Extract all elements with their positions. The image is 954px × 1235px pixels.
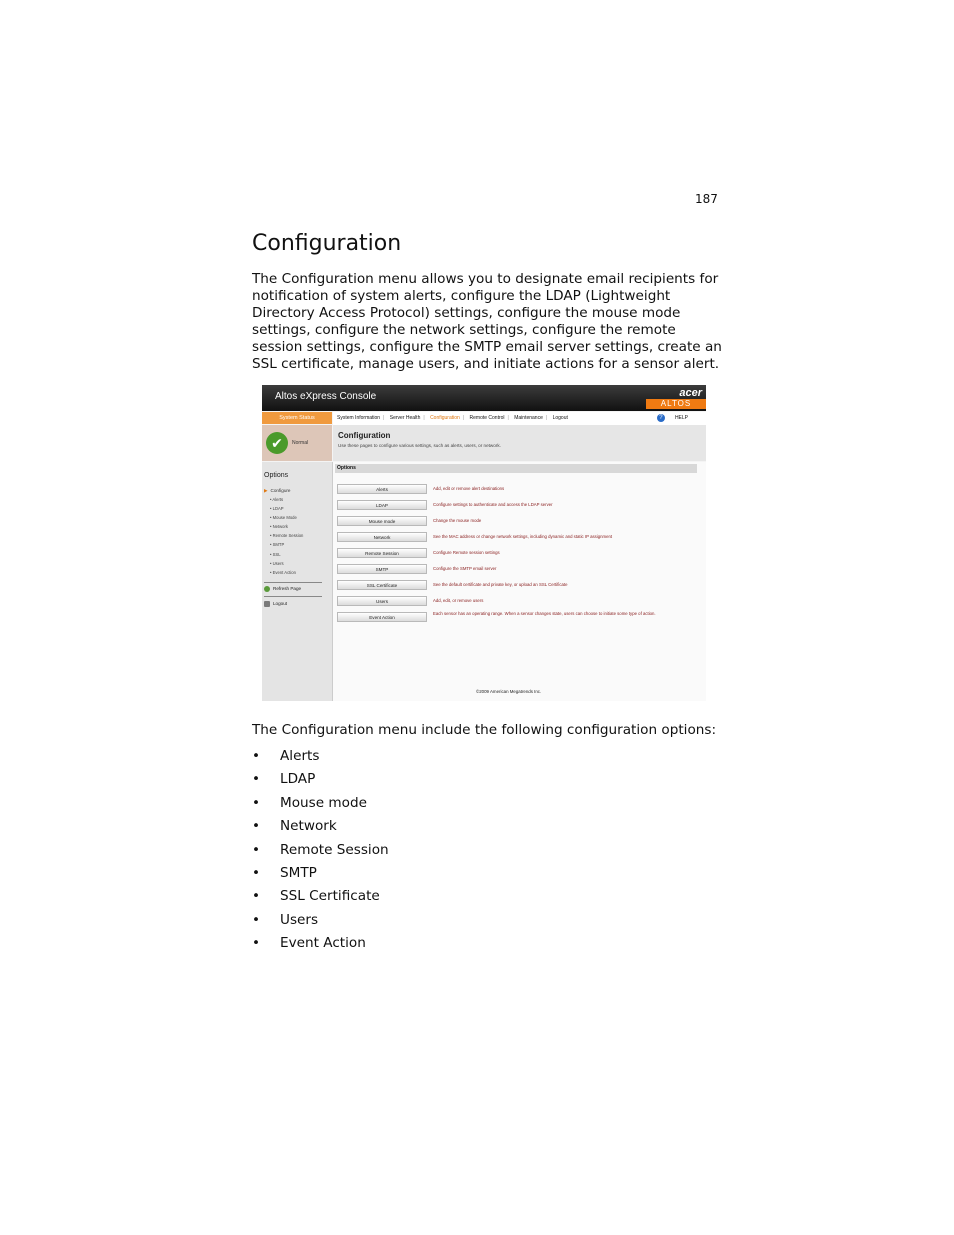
help-label[interactable]: HELP	[674, 415, 688, 421]
list-item	[252, 816, 389, 839]
check-icon: ✔	[266, 432, 288, 454]
bullet-icon: •	[252, 841, 261, 858]
users-description: Add, edit, or remove users	[433, 598, 484, 603]
sidebar-item-network[interactable]: • Network	[270, 524, 288, 530]
ssl-certificate-button[interactable]: SSL Certificate	[337, 580, 427, 590]
list-item	[252, 840, 389, 863]
copyright-notice: ©2009 American Megatrends Inc.	[476, 689, 542, 694]
console-page-title: Configuration	[338, 431, 391, 440]
system-status-panel	[262, 425, 332, 461]
list-item-text: Event Action	[280, 935, 366, 952]
network-description: See the MAC address or change network settings, including dynamic and static IP assignment	[433, 534, 613, 539]
nav-separator: |	[507, 415, 509, 421]
console-titlebar	[262, 385, 706, 411]
nav-configuration[interactable]: Configuration	[430, 415, 460, 421]
sidebar-subitems	[270, 495, 303, 577]
bullet-icon: •	[252, 911, 261, 928]
bullet-icon: •	[252, 794, 261, 811]
intro-paragraph: The Configuration menu allows you to designate email recipients for notification of system alerts, configure the LDAP (Lightweight Directory Access Protocol) settings, configure the mouse mode settings, configure the network settings, configure the remote session settings, configure the SMTP email server settings, create an SSL certificate, manage users, and initiate actions for a sensor alert.	[252, 271, 722, 372]
list-item-text: SMTP	[280, 864, 317, 881]
sidebar-item-configure[interactable]	[264, 488, 290, 494]
alerts-button[interactable]: Alerts	[337, 484, 427, 494]
console-page-description: Use these pages to configure various settings, such as alerts, users, or network.	[338, 443, 501, 448]
list-item-text: Mouse mode	[280, 794, 367, 811]
sidebar-item-ldap[interactable]: • LDAP	[270, 506, 284, 512]
logout-icon	[264, 601, 270, 607]
nav-maintenance[interactable]: Maintenance	[514, 415, 543, 421]
bullet-icon: •	[252, 748, 261, 764]
sidebar-item-alerts[interactable]: • Alerts	[270, 497, 284, 502]
list-item	[252, 746, 389, 769]
smtp-button[interactable]: SMTP	[337, 564, 427, 574]
sidebar-configure-label: Configure	[270, 488, 291, 493]
list-item-text: Network	[280, 818, 337, 835]
console-app-title: Altos eXpress Console	[275, 391, 377, 402]
list-item-text: Remote Session	[280, 841, 389, 858]
options-sidebar	[262, 462, 333, 701]
nav-separator: |	[383, 415, 385, 421]
refresh-page-label: Refresh Page	[273, 586, 302, 592]
remote-session-description: Configure Remote session settings	[433, 550, 500, 555]
sidebar-logout-link[interactable]	[264, 601, 287, 607]
help-link[interactable]	[653, 412, 688, 425]
acer-logo: acer	[679, 387, 702, 399]
sidebar-logout-label: Logout	[273, 601, 288, 607]
page-header-panel	[333, 425, 706, 461]
sidebar-divider	[264, 582, 322, 583]
page-number: 187	[695, 192, 718, 206]
sidebar-divider	[264, 596, 322, 597]
bullet-icon: •	[252, 818, 261, 835]
sidebar-item-remote-session[interactable]: • Remote Session	[270, 533, 304, 539]
bullet-icon: •	[252, 771, 261, 788]
sidebar-item-smtp[interactable]: • SMTP	[270, 542, 285, 548]
nav-server-health[interactable]: Server Health	[389, 415, 421, 421]
refresh-icon	[264, 586, 270, 592]
altos-logo: ALTOS	[646, 399, 706, 409]
nav-separator: |	[423, 415, 425, 421]
network-button[interactable]: Network	[337, 532, 427, 542]
ssl-certificate-description: See the default certificate and private key, or upload an SSL Certificate	[433, 582, 568, 587]
list-item-text: SSL Certificate	[280, 888, 380, 905]
help-icon[interactable]: ?	[657, 414, 665, 422]
list-item-text: Alerts	[280, 748, 320, 764]
list-item	[252, 933, 389, 956]
users-button[interactable]: Users	[337, 596, 427, 606]
arrow-right-icon: ▶	[264, 488, 268, 493]
list-item	[252, 886, 389, 909]
nav-separator: |	[545, 415, 548, 421]
options-bullet-list	[252, 746, 389, 957]
options-lead-text: The Configuration menu include the following configuration options:	[252, 722, 717, 738]
nav-logout[interactable]: Logout	[552, 415, 568, 421]
list-item	[252, 863, 389, 886]
ldap-button[interactable]: LDAP	[337, 500, 427, 510]
nav-system-information[interactable]: System Information	[337, 415, 381, 421]
options-content	[333, 462, 706, 701]
list-item	[252, 910, 389, 933]
list-item-text: Users	[280, 911, 319, 928]
bullet-icon: •	[252, 888, 261, 905]
sidebar-title: Options	[264, 472, 289, 479]
sidebar-item-mouse-mode[interactable]: • Mouse Mode	[270, 515, 297, 521]
sidebar-item-event-action[interactable]: • Event Action	[270, 569, 296, 575]
mouse-mode-button[interactable]: Mouse mode	[337, 516, 427, 526]
mouse-mode-description: Change the mouse mode	[433, 518, 482, 523]
alerts-description: Add, edit or remove alert destinations	[433, 486, 505, 491]
refresh-page-link[interactable]	[264, 586, 301, 592]
nav-remote-control[interactable]: Remote Control	[469, 415, 505, 421]
top-navigation	[333, 412, 706, 425]
section-heading: Configuration	[252, 231, 402, 256]
bullet-icon: •	[252, 864, 261, 881]
status-value: Normal	[292, 440, 309, 446]
system-status-tab[interactable]: System Status	[262, 412, 332, 424]
bullet-icon: •	[252, 935, 261, 952]
sidebar-item-users[interactable]: • Users	[270, 560, 284, 566]
list-item-text: LDAP	[280, 771, 316, 788]
sidebar-item-ssl[interactable]: • SSL	[270, 551, 281, 557]
event-action-button[interactable]: Event Action	[337, 612, 427, 622]
list-item	[252, 769, 389, 792]
smtp-description: Configure the SMTP email server	[433, 566, 497, 571]
list-item	[252, 793, 389, 816]
ldap-description: Configure settings to authenticate and access the LDAP server	[433, 502, 553, 507]
options-header-bar: Options	[335, 464, 697, 473]
remote-session-button[interactable]: Remote Session	[337, 548, 427, 558]
event-action-description: Each sensor has an operating range. When a sensor changes state, users can choose to initiate some type of action.	[433, 611, 656, 616]
nav-separator: |	[462, 415, 465, 421]
console-screenshot	[262, 385, 706, 701]
